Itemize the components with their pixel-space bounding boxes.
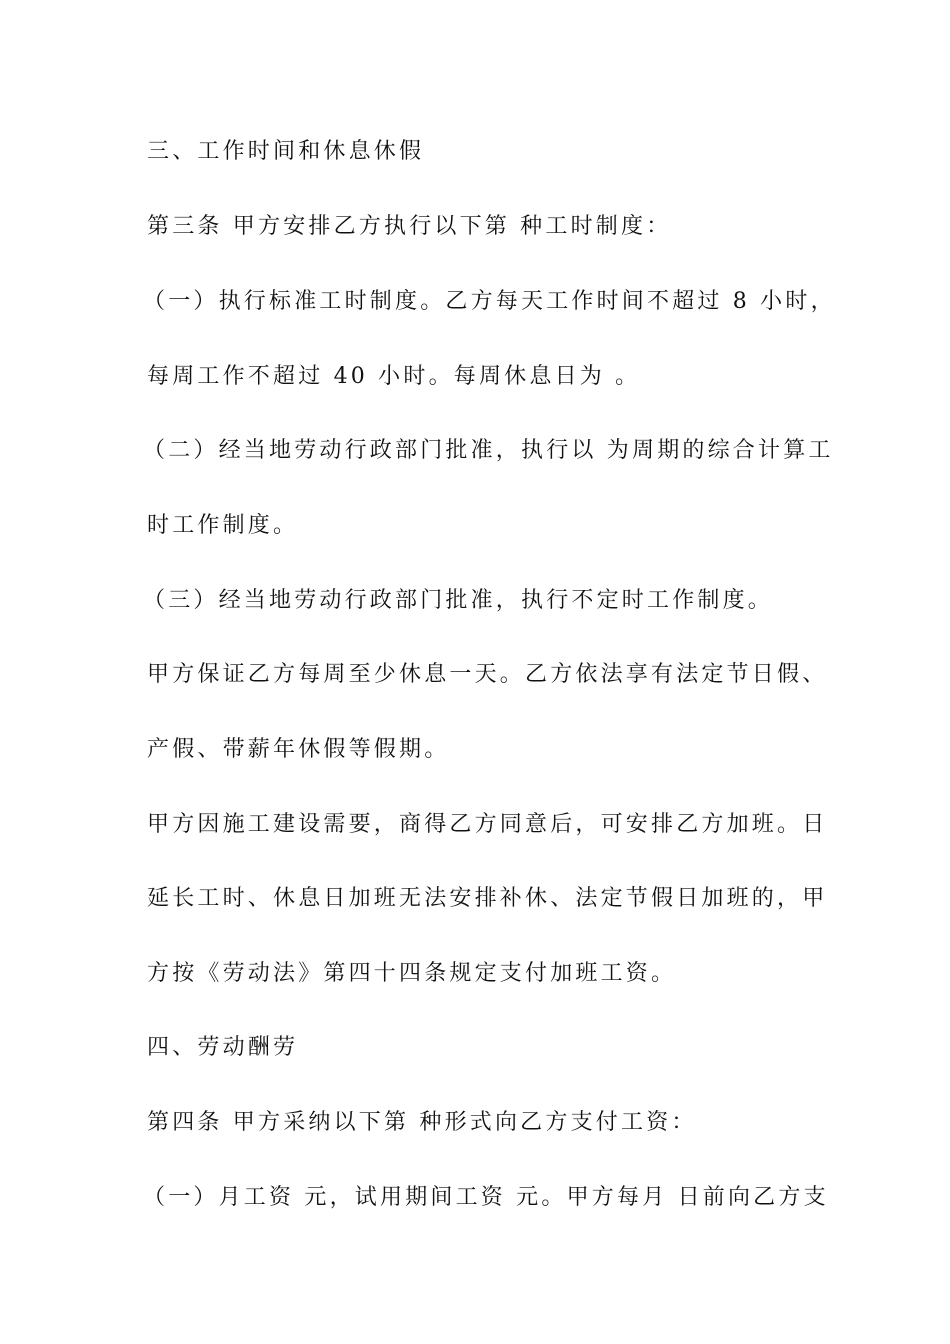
overtime-paragraph-line-3: 方按《劳动法》第四十四条规定支付加班工资。 bbox=[147, 961, 677, 986]
section-heading-work-hours: 三、工作时间和休息休假 bbox=[147, 139, 425, 164]
article-3-item-3: （三）经当地劳动行政部门批准，执行不定时工作制度。 bbox=[143, 588, 774, 613]
article-4-item-1: （一）月工资 元，试用期间工资 元。甲方每月 日前向乙方支 bbox=[143, 1185, 829, 1210]
article-3-item-2-line-1: （二）经当地劳动行政部门批准，执行以 为周期的综合计算工 bbox=[143, 438, 834, 463]
article-3-item-1-line-1: （一）执行标准工时制度。乙方每天工作时间不超过 8 小时， bbox=[143, 289, 836, 314]
article-3-item-2-line-2: 时工作制度。 bbox=[147, 513, 299, 538]
article-3-text: 第三条 甲方安排乙方执行以下第 种工时制度： bbox=[147, 214, 672, 239]
section-heading-remuneration: 四、劳动酬劳 bbox=[147, 1035, 299, 1060]
article-3-item-1-line-2: 每周工作不超过 40 小时。每周休息日为 。 bbox=[147, 364, 641, 389]
article-4-text: 第四条 甲方采纳以下第 种形式向乙方支付工资： bbox=[147, 1110, 697, 1135]
overtime-paragraph-line-2: 延长工时、休息日加班无法安排补休、法定节假日加班的，甲 bbox=[147, 886, 828, 911]
rest-days-paragraph-line-1: 甲方保证乙方每周至少休息一天。乙方依法享有法定节日假、 bbox=[147, 662, 828, 687]
overtime-paragraph-line-1: 甲方因施工建设需要，商得乙方同意后，可安排乙方加班。日 bbox=[147, 812, 828, 837]
rest-days-paragraph-line-2: 产假、带薪年休假等假期。 bbox=[147, 737, 450, 762]
